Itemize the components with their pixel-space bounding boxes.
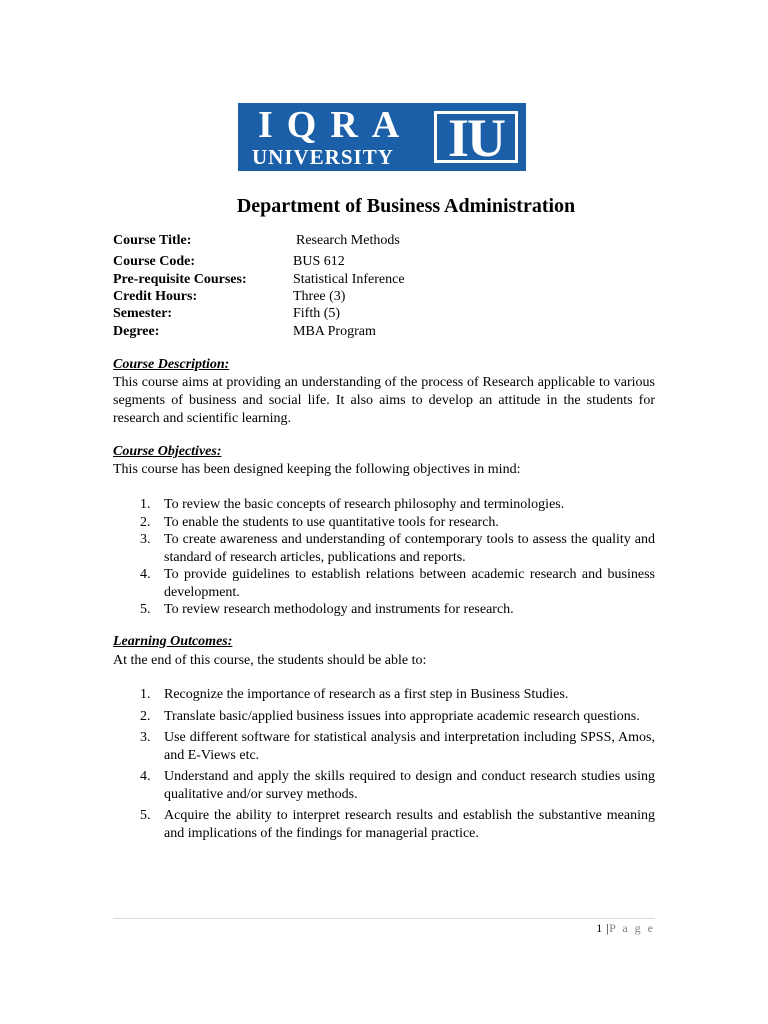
course-description-text: This course aims at providing an understanding of the process of Research applicable to various segments of business and social life. It also aims to develop an attitude in the students for research and scientific learning.	[113, 375, 655, 426]
info-value: Fifth (5)	[293, 306, 341, 321]
logo-iqra-text: IQRA	[258, 104, 414, 146]
logo-iu-text: IU	[447, 108, 504, 168]
list-item: 5. Acquire the ability to interpret research results and establish the substantive meaning and implications of the findings for managerial practice.	[140, 808, 655, 841]
university-logo	[238, 103, 526, 171]
logo-iu-mark	[434, 108, 518, 168]
list-item: 4. To provide guidelines to establish relations between academic research and business development.	[140, 567, 655, 600]
info-row-semester	[113, 305, 341, 322]
info-value: Statistical Inference	[293, 272, 405, 287]
list-item: 2. To enable the students to use quantitative tools for research.	[140, 514, 499, 530]
info-label: Course Code:	[113, 254, 196, 269]
info-value: MBA Program	[293, 324, 376, 339]
page-title: Department of Business Administration	[236, 195, 576, 217]
learning-outcomes-heading: Learning Outcomes:	[113, 634, 233, 649]
course-objectives-intro: This course has been designed keeping the following objectives in mind:	[113, 462, 521, 477]
info-value: Three (3)	[293, 289, 346, 304]
footer-divider	[113, 918, 655, 919]
list-item: 4. Understand and apply the skills required to design and conduct research studies using qualitative and/or survey methods.	[140, 769, 655, 802]
learning-outcomes-intro: At the end of this course, the students should be able to:	[113, 653, 427, 668]
course-objectives-heading: Course Objectives:	[113, 444, 222, 459]
objectives-list	[113, 496, 655, 619]
info-row-course-title	[113, 232, 400, 249]
list-item: 3. Use different software for statistical analysis and interpretation including SPSS, Amos, and E-Views etc.	[140, 730, 655, 763]
page-label: P a g e	[609, 921, 655, 935]
logo-university-text: UNIVERSITY	[252, 145, 394, 169]
info-value: Research Methods	[296, 233, 400, 248]
list-item: 5. To review research methodology and instruments for research.	[140, 602, 514, 617]
list-item: 1. To review the basic concepts of research philosophy and terminologies.	[140, 497, 565, 512]
info-row-course-code	[113, 253, 345, 270]
info-label: Course Title:	[113, 233, 192, 248]
info-label: Pre-requisite Courses:	[113, 272, 247, 287]
list-item: 2. Translate basic/applied business issues into appropriate academic research questions.	[140, 708, 640, 724]
list-item: 3. To create awareness and understanding of contemporary tools to assess the quality and standard of research articles, publications and reports.	[140, 532, 655, 565]
info-row-credit-hours	[113, 288, 346, 305]
course-description-heading: Course Description:	[113, 357, 230, 372]
info-label: Degree:	[113, 324, 160, 339]
info-row-prerequisite	[113, 271, 405, 288]
page-number: 1	[596, 921, 603, 935]
list-item: 1. Recognize the importance of research as a first step in Business Studies.	[140, 687, 569, 702]
outcomes-list	[113, 686, 655, 842]
info-label: Credit Hours:	[113, 289, 198, 304]
info-label: Semester:	[113, 306, 173, 321]
info-value: BUS 612	[293, 254, 345, 269]
page-footer	[596, 921, 655, 936]
footer-separator: |	[606, 921, 610, 935]
info-row-degree	[113, 323, 376, 340]
